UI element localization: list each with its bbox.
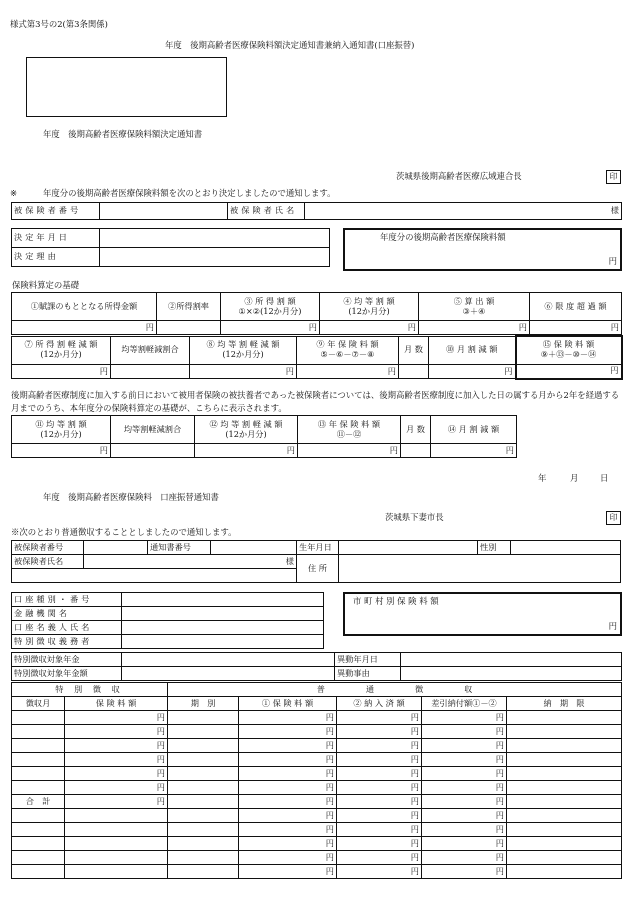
table-row bbox=[12, 795, 622, 809]
special-amount-cell: 円 bbox=[65, 725, 168, 739]
special-pension-value bbox=[122, 653, 335, 667]
decision-issuer: 茨城県後期高齢者医療広域連合長 bbox=[396, 171, 522, 181]
empty-cell bbox=[12, 781, 65, 795]
birth-value bbox=[339, 541, 478, 555]
empty-cell bbox=[507, 767, 622, 781]
special-amount-cell: 円 bbox=[65, 781, 168, 795]
account-holder-value bbox=[122, 621, 324, 635]
empty-cell bbox=[507, 753, 622, 767]
seal-icon: 印 bbox=[606, 170, 621, 184]
amount-cell: 円 bbox=[422, 739, 507, 753]
annual-yen: 円 bbox=[608, 256, 617, 267]
empty-cell bbox=[507, 851, 622, 865]
total-label: 合 計 bbox=[12, 795, 65, 809]
special-amount-cell: 円 bbox=[65, 767, 168, 781]
empty-cell bbox=[12, 711, 65, 725]
main-title: 年度 後期高齢者医療保険料額決定通知書兼納入通知書(口座振替) bbox=[165, 40, 415, 50]
address-label: 住 所 bbox=[297, 555, 339, 583]
equal-reduction-label: ⑧ 均 等 割 軽 減 額 (12か月分) bbox=[190, 336, 297, 364]
basis-row1 bbox=[11, 292, 622, 335]
amount-cell: 円 bbox=[337, 781, 422, 795]
decision-reason-value bbox=[100, 248, 330, 267]
empty-cell bbox=[65, 837, 168, 851]
limit-excess-label: ⑥ 限 度 超 過 額 bbox=[530, 293, 622, 321]
account-holder-label: 口座名義人氏名 bbox=[12, 621, 122, 635]
empty-cell bbox=[12, 823, 65, 837]
months2-value bbox=[401, 444, 431, 458]
special-amount-cell: 円 bbox=[65, 795, 168, 809]
equal-share2-value: 円 bbox=[12, 444, 111, 458]
amount-cell: 円 bbox=[337, 753, 422, 767]
amount-cell: 円 bbox=[422, 711, 507, 725]
amount-cell: 円 bbox=[422, 725, 507, 739]
table-row bbox=[12, 837, 622, 851]
table-row bbox=[12, 851, 622, 865]
empty-cell bbox=[65, 809, 168, 823]
monthly-reduction2-value: 円 bbox=[431, 444, 517, 458]
municipal-premium-box bbox=[343, 592, 622, 636]
empty-cell bbox=[168, 795, 239, 809]
address-window bbox=[26, 57, 227, 117]
equal-reduction-value: 円 bbox=[190, 364, 297, 379]
calc-amount-label: ⑤ 算 出 額 ③＋④ bbox=[419, 293, 530, 321]
decision-reason-label: 決定理由 bbox=[12, 248, 100, 267]
empty-cell bbox=[168, 767, 239, 781]
amount-cell: 円 bbox=[239, 865, 337, 879]
amount-cell: 円 bbox=[337, 865, 422, 879]
amount-cell: 円 bbox=[239, 809, 337, 823]
balance-header: 差引納付額①－② bbox=[422, 697, 507, 711]
account-type-label: 口座種別・番号 bbox=[12, 593, 122, 607]
annual-premium2-value: 円 bbox=[298, 444, 401, 458]
empty-cell bbox=[12, 851, 65, 865]
empty-cell bbox=[168, 781, 239, 795]
account-info-table bbox=[11, 592, 324, 649]
monthly-reduction-value: 円 bbox=[429, 364, 516, 379]
decision-title: 年度 後期高齢者医療保険料額決定通知書 bbox=[43, 129, 203, 139]
amount-cell: 円 bbox=[239, 837, 337, 851]
insured-name-label: 被保険者氏名 bbox=[228, 203, 305, 220]
date-month: 月 bbox=[570, 473, 579, 483]
income-share-value: 円 bbox=[221, 321, 320, 335]
amount-cell: 円 bbox=[239, 795, 337, 809]
amount-cell: 円 bbox=[422, 781, 507, 795]
premium-total-label: ⑮ 保 険 料 額 ⑨＋⑬－⑩－⑭ bbox=[516, 336, 622, 364]
pension-table bbox=[11, 652, 622, 681]
table-row bbox=[12, 739, 622, 753]
empty-cell bbox=[507, 739, 622, 753]
empty-cell bbox=[65, 865, 168, 879]
amount-cell: 円 bbox=[337, 851, 422, 865]
equal-share2-label: ⑪ 均 等 割 額 (12か月分) bbox=[12, 416, 111, 444]
amount-cell: 円 bbox=[337, 837, 422, 851]
equal-reduction-rate-label: 均等割軽減割合 bbox=[111, 336, 190, 364]
collection-table bbox=[11, 682, 622, 879]
empty-cell bbox=[12, 753, 65, 767]
annual-premium-label: ⑨ 年 保 険 料 額 ⑤－⑥－⑦－⑧ bbox=[297, 336, 399, 364]
empty-cell bbox=[65, 851, 168, 865]
bank-label: 金融機関名 bbox=[12, 607, 122, 621]
empty-cell bbox=[168, 725, 239, 739]
empty-cell bbox=[507, 711, 622, 725]
equal-reduction-rate2-label: 均等割軽減割合 bbox=[111, 416, 195, 444]
notice-mark: ※ bbox=[10, 188, 18, 198]
insured-no-value bbox=[100, 203, 228, 220]
amount-cell: 円 bbox=[422, 823, 507, 837]
amount-cell: 円 bbox=[239, 851, 337, 865]
change-date-value bbox=[401, 653, 622, 667]
seal-icon-2: 印 bbox=[606, 511, 621, 525]
table-row bbox=[12, 711, 622, 725]
notice-no-label: 通知書番号 bbox=[148, 541, 211, 555]
amount-cell: 円 bbox=[422, 767, 507, 781]
table-row bbox=[12, 781, 622, 795]
insured-no-label: 被保険者番号 bbox=[12, 203, 100, 220]
insured-table bbox=[11, 202, 622, 220]
months-value bbox=[399, 364, 429, 379]
paid-amount-header: ② 納 入 済 額 bbox=[337, 697, 422, 711]
address-value bbox=[339, 555, 621, 583]
empty-cell bbox=[507, 725, 622, 739]
empty-cell bbox=[507, 795, 622, 809]
amount-cell: 円 bbox=[239, 711, 337, 725]
amount-cell: 円 bbox=[239, 767, 337, 781]
account-insured-name-value: 様 bbox=[84, 555, 297, 569]
amount-cell: 円 bbox=[337, 767, 422, 781]
normal-collection-header: 普 通 徴 収 bbox=[168, 683, 622, 697]
empty-cell bbox=[507, 809, 622, 823]
monthly-reduction-label: ⑩ 月 割 減 額 bbox=[429, 336, 516, 364]
account-insured-table bbox=[11, 540, 621, 583]
special-collection-header: 特 別 徴 収 bbox=[12, 683, 168, 697]
decision-date-label: 決定年月日 bbox=[12, 229, 100, 248]
account-insured-name-label: 被保険者氏名 bbox=[12, 555, 84, 569]
change-reason-label: 異動事由 bbox=[335, 667, 401, 681]
equal-reduction-rate-value bbox=[111, 364, 190, 379]
form-number: 様式第3号の2(第3条関係) bbox=[10, 19, 108, 29]
account-title: 年度 後期高齢者医療保険料 口座振替通知書 bbox=[43, 492, 219, 502]
date-day: 日 bbox=[600, 473, 609, 483]
account-type-value bbox=[122, 593, 324, 607]
empty-cell bbox=[12, 837, 65, 851]
basis-row3 bbox=[11, 415, 517, 458]
amount-cell: 円 bbox=[422, 865, 507, 879]
amount-cell: 円 bbox=[422, 851, 507, 865]
account-insured-no-value bbox=[84, 541, 148, 555]
empty-cell bbox=[65, 823, 168, 837]
annual-label: 年度分の後期高齢者医療保険料額 bbox=[380, 232, 506, 242]
equal-share-label: ④ 均 等 割 額 (12か月分) bbox=[320, 293, 419, 321]
amount-cell: 円 bbox=[239, 781, 337, 795]
collect-month-header: 徴収月 bbox=[12, 697, 65, 711]
table-row bbox=[12, 823, 622, 837]
income-basis-value: 円 bbox=[12, 321, 157, 335]
decision-date-value bbox=[100, 229, 330, 248]
special-amount-cell: 円 bbox=[65, 711, 168, 725]
normal-amount-header: ① 保 険 料 額 bbox=[239, 697, 337, 711]
amount-cell: 円 bbox=[239, 739, 337, 753]
municipal-yen: 円 bbox=[608, 621, 617, 632]
table-row bbox=[12, 767, 622, 781]
change-date-label: 異動年月日 bbox=[335, 653, 401, 667]
limit-excess-value: 円 bbox=[530, 321, 622, 335]
empty-cell bbox=[507, 837, 622, 851]
period-header: 期 別 bbox=[168, 697, 239, 711]
change-reason-value bbox=[401, 667, 622, 681]
amount-cell: 円 bbox=[239, 823, 337, 837]
due-date-header: 納 期 限 bbox=[507, 697, 622, 711]
basis-title: 保険料算定の基礎 bbox=[12, 280, 79, 290]
bank-value bbox=[122, 607, 324, 621]
equal-reduction-rate2-value bbox=[111, 444, 195, 458]
sex-label: 性別 bbox=[478, 541, 511, 555]
empty-cell bbox=[168, 823, 239, 837]
empty-cell bbox=[507, 781, 622, 795]
decision-notice: 年度分の後期高齢者医療保険料額を次のとおり決定しましたので通知します。 bbox=[43, 188, 336, 198]
amount-cell: 円 bbox=[422, 753, 507, 767]
empty-cell bbox=[168, 739, 239, 753]
empty-cell bbox=[12, 809, 65, 823]
decision-table bbox=[11, 228, 330, 267]
amount-cell: 円 bbox=[337, 725, 422, 739]
income-reduction-value: 円 bbox=[12, 364, 111, 379]
income-rate-label: ②所得割率 bbox=[157, 293, 221, 321]
municipal-label: 市 町 村 別 保 険 料 額 bbox=[353, 596, 439, 606]
annual-premium-value: 円 bbox=[297, 364, 399, 379]
empty-cell bbox=[507, 865, 622, 879]
amount-cell: 円 bbox=[337, 711, 422, 725]
account-issuer: 茨城県下妻市長 bbox=[385, 512, 444, 522]
amount-cell: 円 bbox=[422, 809, 507, 823]
account-insured-name-extra bbox=[12, 569, 297, 583]
empty-cell bbox=[168, 851, 239, 865]
equal-reduction2-value: 円 bbox=[195, 444, 298, 458]
notice-no-value bbox=[211, 541, 297, 555]
months2-label: 月 数 bbox=[401, 416, 431, 444]
account-notice: ※次のとおり普通徴収することとしましたので通知します。 bbox=[11, 527, 237, 537]
table-row bbox=[12, 725, 622, 739]
date-year: 年 bbox=[538, 473, 547, 483]
amount-cell: 円 bbox=[422, 795, 507, 809]
amount-cell: 円 bbox=[422, 837, 507, 851]
annual-premium-box bbox=[343, 228, 622, 271]
income-rate-value bbox=[157, 321, 221, 335]
basis-explanation: 後期高齢者医療制度に加入する前日において被用者保険の被扶養者であった被保険者については、後期高齢者医療制度に加入した日の属する月から2年を経過する月までのうち、本年度分の保険料算定の基礎が、こちらに表示されます。 bbox=[11, 390, 620, 413]
special-amount-cell: 円 bbox=[65, 753, 168, 767]
special-pension-amount-value bbox=[122, 667, 335, 681]
calc-amount-value: 円 bbox=[419, 321, 530, 335]
special-pension-amount-label: 特別徴収対象年金額 bbox=[12, 667, 122, 681]
amount-cell: 円 bbox=[337, 795, 422, 809]
amount-cell: 円 bbox=[337, 739, 422, 753]
insured-name-value: 様 bbox=[305, 203, 622, 220]
amount-cell: 円 bbox=[239, 753, 337, 767]
annual-premium2-label: ⑬ 年 保 険 料 額 ⑪－⑫ bbox=[298, 416, 401, 444]
basis-row2 bbox=[11, 335, 623, 380]
special-obligor-label: 特別徴収義務者 bbox=[12, 635, 122, 649]
months-label: 月 数 bbox=[399, 336, 429, 364]
empty-cell bbox=[12, 767, 65, 781]
table-row bbox=[12, 753, 622, 767]
premium-total-value: 円 bbox=[516, 364, 622, 379]
special-obligor-value bbox=[122, 635, 324, 649]
income-reduction-label: ⑦ 所 得 割 軽 減 額 (12か月分) bbox=[12, 336, 111, 364]
table-row bbox=[12, 809, 622, 823]
birth-label: 生年月日 bbox=[297, 541, 339, 555]
income-basis-label: ①賦課のもととなる所得金額 bbox=[12, 293, 157, 321]
sex-value bbox=[511, 541, 621, 555]
amount-cell: 円 bbox=[337, 823, 422, 837]
empty-cell bbox=[168, 837, 239, 851]
special-amount-cell: 円 bbox=[65, 739, 168, 753]
special-pension-label: 特別徴収対象年金 bbox=[12, 653, 122, 667]
table-row bbox=[12, 865, 622, 879]
account-insured-no-label: 被保険者番号 bbox=[12, 541, 84, 555]
empty-cell bbox=[168, 809, 239, 823]
special-amount-header: 保 険 料 額 bbox=[65, 697, 168, 711]
income-share-label: ③ 所 得 割 額 ①×②(12か月分) bbox=[221, 293, 320, 321]
monthly-reduction2-label: ⑭ 月 割 減 額 bbox=[431, 416, 517, 444]
empty-cell bbox=[12, 739, 65, 753]
empty-cell bbox=[168, 865, 239, 879]
amount-cell: 円 bbox=[239, 725, 337, 739]
empty-cell bbox=[168, 753, 239, 767]
empty-cell bbox=[12, 725, 65, 739]
empty-cell bbox=[168, 711, 239, 725]
equal-reduction2-label: ⑫ 均 等 割 軽 減 額 (12か月分) bbox=[195, 416, 298, 444]
empty-cell bbox=[507, 823, 622, 837]
empty-cell bbox=[12, 865, 65, 879]
amount-cell: 円 bbox=[337, 809, 422, 823]
equal-share-value: 円 bbox=[320, 321, 419, 335]
